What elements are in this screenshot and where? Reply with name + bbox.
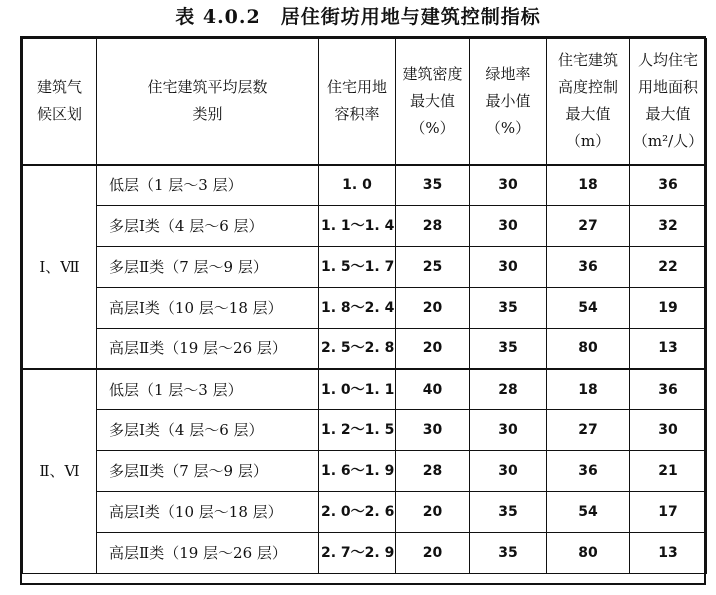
- density-cell: 28: [396, 205, 470, 246]
- header-height: 住宅建筑 高度控制 最大值 （m）: [547, 39, 630, 165]
- far-cell: 2. 0～2. 6: [319, 492, 396, 533]
- green-cell: 30: [470, 410, 547, 451]
- category-cell: 高层Ⅰ类（10 层～18 层）: [97, 492, 319, 533]
- table-row: [23, 328, 707, 369]
- green-cell: 35: [470, 328, 547, 369]
- category-cell: 低层（1 层～3 层）: [97, 369, 319, 410]
- height-cell: 18: [547, 165, 630, 206]
- green-cell: 28: [470, 369, 547, 410]
- zone-group-2: [23, 369, 707, 573]
- table-title: 表 4.0.2 居住街坊用地与建筑控制指标: [175, 6, 541, 28]
- land-cell: 19: [630, 287, 707, 328]
- climate-zone-cell: Ⅱ、Ⅵ: [23, 369, 97, 573]
- density-cell: 20: [396, 328, 470, 369]
- height-cell: 27: [547, 410, 630, 451]
- land-cell: 22: [630, 246, 707, 287]
- category-cell: 多层Ⅱ类（7 层～9 层）: [97, 246, 319, 287]
- green-cell: 35: [470, 287, 547, 328]
- land-cell: 21: [630, 451, 707, 492]
- table-row: [23, 410, 707, 451]
- zone-group-1: [23, 165, 707, 369]
- table-row: [23, 287, 707, 328]
- density-cell: 25: [396, 246, 470, 287]
- green-cell: 30: [470, 205, 547, 246]
- height-cell: 80: [547, 533, 630, 574]
- climate-zone-cell: Ⅰ、Ⅶ: [23, 165, 97, 369]
- category-cell: 多层Ⅰ类（4 层～6 层）: [97, 410, 319, 451]
- height-cell: 36: [547, 246, 630, 287]
- density-cell: 20: [396, 492, 470, 533]
- far-cell: 1. 2～1. 5: [319, 410, 396, 451]
- far-cell: 1. 8～2. 4: [319, 287, 396, 328]
- green-cell: 30: [470, 451, 547, 492]
- land-cell: 30: [630, 410, 707, 451]
- density-cell: 20: [396, 287, 470, 328]
- height-cell: 36: [547, 451, 630, 492]
- far-cell: 1. 0: [319, 165, 396, 206]
- land-cell: 36: [630, 369, 707, 410]
- height-cell: 54: [547, 287, 630, 328]
- density-cell: 20: [396, 533, 470, 574]
- land-cell: 32: [630, 205, 707, 246]
- table-row: [23, 533, 707, 574]
- green-cell: 35: [470, 492, 547, 533]
- density-cell: 40: [396, 369, 470, 410]
- far-cell: 1. 1～1. 4: [319, 205, 396, 246]
- land-cell: 13: [630, 328, 707, 369]
- density-cell: 35: [396, 165, 470, 206]
- header-land-per-capita: 人均住宅 用地面积 最大值 （m²/人）: [630, 39, 707, 165]
- control-indicator-table: [22, 38, 707, 574]
- far-cell: 2. 5～2. 8: [319, 328, 396, 369]
- table-row: [23, 205, 707, 246]
- far-cell: 1. 0～1. 1: [319, 369, 396, 410]
- height-cell: 18: [547, 369, 630, 410]
- far-cell: 2. 7～2. 9: [319, 533, 396, 574]
- table-row: [23, 165, 707, 206]
- density-cell: 28: [396, 451, 470, 492]
- header-green-ratio: 绿地率 最小值 （%）: [470, 39, 547, 165]
- land-cell: 13: [630, 533, 707, 574]
- header-climate-zone: 建筑气 候区划: [23, 39, 97, 165]
- header-row: [23, 39, 707, 165]
- category-cell: 低层（1 层～3 层）: [97, 165, 319, 206]
- density-cell: 30: [396, 410, 470, 451]
- table-row: [23, 451, 707, 492]
- header-far: 住宅用地 容积率: [319, 39, 396, 165]
- category-cell: 高层Ⅰ类（10 层～18 层）: [97, 287, 319, 328]
- category-cell: 多层Ⅱ类（7 层～9 层）: [97, 451, 319, 492]
- green-cell: 35: [470, 533, 547, 574]
- land-cell: 36: [630, 165, 707, 206]
- category-cell: 高层Ⅱ类（19 层～26 层）: [97, 328, 319, 369]
- height-cell: 27: [547, 205, 630, 246]
- table-row: [23, 246, 707, 287]
- green-cell: 30: [470, 246, 547, 287]
- table-row: [23, 492, 707, 533]
- header-category: 住宅建筑平均层数 类别: [97, 39, 319, 165]
- height-cell: 80: [547, 328, 630, 369]
- height-cell: 54: [547, 492, 630, 533]
- header-density: 建筑密度 最大值 （%）: [396, 39, 470, 165]
- land-cell: 17: [630, 492, 707, 533]
- category-cell: 多层Ⅰ类（4 层～6 层）: [97, 205, 319, 246]
- table-row: [23, 369, 707, 410]
- far-cell: 1. 5～1. 7: [319, 246, 396, 287]
- far-cell: 1. 6～1. 9: [319, 451, 396, 492]
- category-cell: 高层Ⅱ类（19 层～26 层）: [97, 533, 319, 574]
- green-cell: 30: [470, 165, 547, 206]
